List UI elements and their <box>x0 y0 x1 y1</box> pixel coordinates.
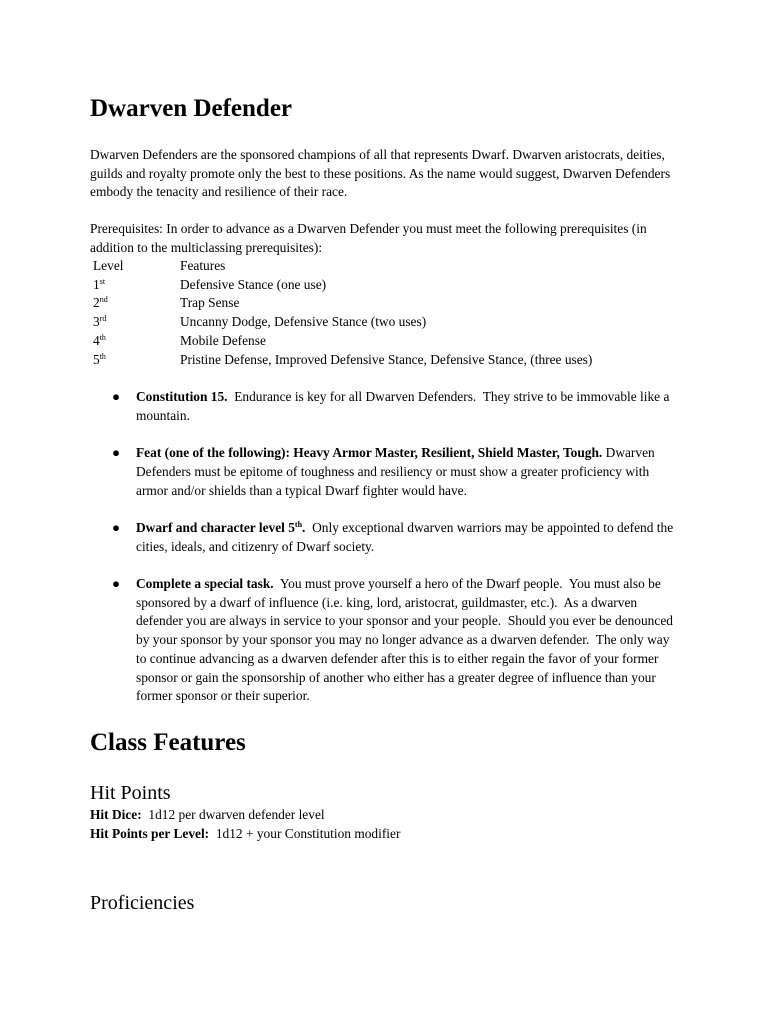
level-features: Trap Sense <box>180 295 240 311</box>
hit-dice-value: 1d12 per dwarven defender level <box>141 807 325 822</box>
hit-points-per-level-label: Hit Points per Level: <box>90 825 210 841</box>
level-features: Defensive Stance (one use) <box>180 276 327 292</box>
level-row <box>93 351 592 370</box>
level-row <box>93 294 592 313</box>
level-header: Level <box>93 258 124 273</box>
hit-points-per-level-line <box>90 825 400 844</box>
level-number-value: 5 <box>93 351 100 367</box>
level-number-value: 2 <box>93 295 100 311</box>
level-number <box>93 313 180 332</box>
level-number <box>93 276 180 295</box>
level-number <box>93 332 180 351</box>
level-number-value: 1 <box>93 276 100 292</box>
bullet-icon: ● <box>112 445 121 461</box>
class-features-heading: Class Features <box>90 729 246 756</box>
level-row <box>93 276 592 295</box>
level-features: Pristine Defense, Improved Defensive Stance, Defensive Stance, (three uses) <box>180 351 593 367</box>
prerequisite-description: Dwarven Defenders must be epitome of toughness and resiliency or must show a greater proficiency with armor and/or shields than a typical Dwarf fighter would have. <box>136 445 659 498</box>
level-ordinal-suffix: th <box>99 351 106 361</box>
level-row <box>93 332 592 351</box>
prerequisite-name-end: . <box>302 519 306 535</box>
prerequisite-name-text: Feat (one of the following): Heavy Armor Master, Resilient, Shield Master, Tough. <box>136 445 603 461</box>
level-ordinal-suffix: nd <box>99 295 108 305</box>
level-number <box>93 294 180 313</box>
prerequisite-item <box>90 444 680 500</box>
level-ordinal-suffix: rd <box>99 314 107 324</box>
prerequisite-description: Endurance is key for all Dwarven Defenders. They strive to be immovable like a mountain. <box>136 389 673 423</box>
prerequisite-name-text: Complete a special task. <box>136 575 274 591</box>
level-ordinal-suffix: st <box>99 276 106 286</box>
level-features: Mobile Defense <box>180 332 266 348</box>
hit-dice-label: Hit Dice: <box>90 807 142 822</box>
level-row <box>93 313 592 332</box>
prerequisite-item <box>90 388 680 425</box>
document-title: Dwarven Defender <box>90 95 293 122</box>
level-number-value: 3 <box>93 314 100 330</box>
bullet-icon: ● <box>112 389 121 404</box>
prerequisite-name <box>136 576 274 591</box>
prerequisite-name-text: Dwarf and character level 5 <box>136 519 295 535</box>
level-ordinal-suffix: th <box>99 332 106 342</box>
prerequisite-name <box>136 445 602 460</box>
prerequisite-item <box>90 575 680 706</box>
prerequisite-name-text: Constitution 15. <box>136 389 228 404</box>
bullet-icon: ● <box>112 519 121 535</box>
prerequisite-item <box>90 519 680 556</box>
bullet-icon: ● <box>112 575 121 591</box>
prerequisite-description: Only exceptional dwarven warriors may be appointed to defend the cities, ideals, and citizenry of Dwarf society. <box>136 519 677 554</box>
prerequisite-name <box>136 389 228 404</box>
features-header: Features <box>180 258 226 273</box>
level-number-value: 4 <box>93 332 100 348</box>
hit-points-details <box>90 806 400 843</box>
prerequisite-name-suffix: th <box>294 519 303 529</box>
level-table <box>93 257 592 369</box>
hit-dice-line <box>90 806 400 825</box>
level-number <box>93 351 180 370</box>
prerequisite-list <box>90 388 680 725</box>
proficiencies-heading: Proficiencies <box>90 892 195 914</box>
prerequisite-description: You must prove yourself a hero of the Dwarf people. You must also be sponsored by a dwarf of influence (i.e. king, lord, aristocrat, guildmaster, etc.). As a dwarven defender you are always in service to your sponsor and your people. Should you ever be denounced by your sponsor by your sponsor you may no longer advance as a dwarven defender. The only way to continue advancing as a dwarven defender after this is to either regain the favor of your former sponsor or gain the sponsorship of another who either has a greater degree of influence than your former sponsor or their superior. <box>136 575 677 704</box>
hit-points-per-level-value: 1d12 + your Constitution modifier <box>209 825 401 841</box>
prerequisites-intro: Prerequisites: In order to advance as a Dwarven Defender you must meet the following prerequisites (in addition to the multiclassing prerequisites): <box>90 221 647 255</box>
hit-points-heading: Hit Points <box>90 782 171 804</box>
level-features: Uncanny Dodge, Defensive Stance (two uses) <box>180 314 427 330</box>
prerequisite-name <box>136 520 305 535</box>
intro-paragraph: Dwarven Defenders are the sponsored champions of all that represents Dwarf. Dwarven aristocrats, deities, guilds and royalty promote only the best to these positions. As the name would suggest, Dwarven Defenders embody the tenacity and resilience of their race. <box>90 147 671 200</box>
level-table-header <box>93 257 592 276</box>
